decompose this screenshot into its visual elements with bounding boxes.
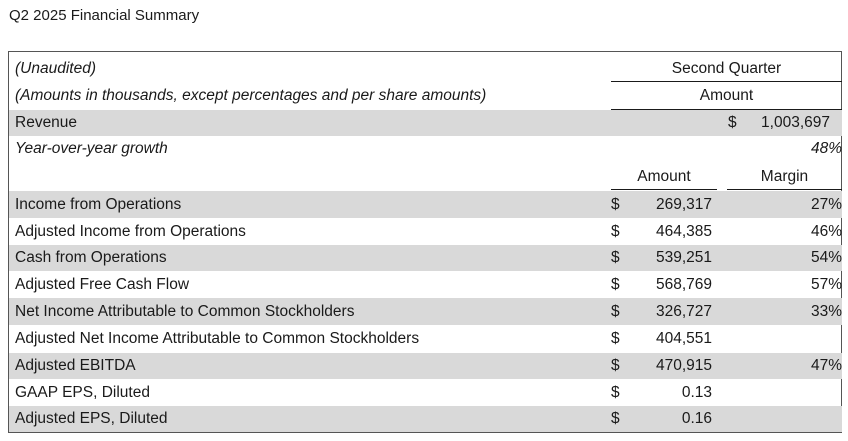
row-label: Adjusted Free Cash Flow [15,275,190,293]
yoy-growth-row [9,136,842,162]
row-amount: 404,551 [655,330,712,347]
row-currency: $ [611,275,620,293]
revenue-amount: 1,003,697 [761,114,830,131]
row-margin: 54% [810,249,842,266]
amount-column-header: Amount [637,168,691,185]
row-margin: 27% [810,195,842,213]
table-row [9,271,842,298]
table-row [9,218,842,245]
row-currency: $ [611,383,620,401]
row-amount: 464,385 [655,222,712,240]
row-currency: $ [611,195,620,213]
table-row [9,406,842,432]
row-amount: 0.13 [681,383,712,401]
row-amount: 539,251 [655,249,712,266]
row-label: Net Income Attributable to Common Stockholders [15,302,355,320]
table-row [9,245,842,271]
unaudited-label: (Unaudited) [15,60,96,77]
row-amount: 269,317 [655,195,712,213]
revenue-row [9,110,842,136]
row-currency: $ [611,249,620,266]
amounts-note-label: (Amounts in thousands, except percentages and per share amounts) [15,87,487,104]
revenue-currency: $ [728,114,737,131]
row-currency: $ [611,410,620,427]
row-margin: 47% [810,357,842,374]
row-amount: 0.16 [681,410,712,427]
table-row [9,325,842,353]
page-title: Q2 2025 Financial Summary [9,7,200,24]
row-label: Cash from Operations [15,249,167,266]
row-amount: 568,769 [655,275,712,293]
row-margin: 46% [810,222,842,240]
yoy-growth-value: 48% [810,140,842,157]
period-header: Second Quarter [671,60,782,77]
table-row [9,379,842,406]
table-row [9,298,842,325]
amount-header: Amount [699,87,754,104]
row-amount: 470,915 [655,357,712,374]
margin-column-header: Margin [760,168,809,185]
row-label: Adjusted EBITDA [15,357,136,374]
row-margin: 33% [810,302,842,320]
row-label: GAAP EPS, Diluted [15,383,150,401]
row-currency: $ [611,302,620,320]
row-currency: $ [611,222,620,240]
table-row [9,353,842,379]
table-row [9,191,842,218]
header-row-amounts-note [9,84,842,108]
row-currency: $ [611,357,620,374]
header-row-unaudited [9,57,842,81]
revenue-label: Revenue [15,114,78,131]
margin-column-underline [727,189,842,190]
amount-column-underline [611,189,717,190]
yoy-growth-label: Year-over-year growth [15,140,168,157]
row-amount: 326,727 [655,302,712,320]
row-label: Adjusted Net Income Attributable to Common Stockholders [15,330,420,347]
row-label: Income from Operations [15,195,182,213]
row-label: Adjusted EPS, Diluted [15,410,168,427]
financial-summary-table [8,51,842,433]
row-label: Adjusted Income from Operations [15,222,246,240]
period-header-underline [611,81,842,82]
row-currency: $ [611,330,620,347]
row-margin: 57% [810,275,842,293]
column-header-row [9,165,842,189]
